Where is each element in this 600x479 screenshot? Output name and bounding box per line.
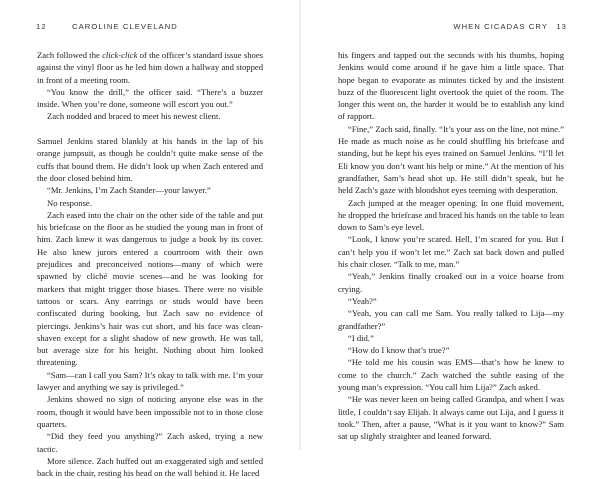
paragraph: “He told me his cousin was EMS—that’s how he knew to come to the church.” Zach watched the subtle easing of the young man’s expression. “You call him Lija?” Zach asked. — [338, 357, 564, 393]
paragraph: Zach jumped at the meager opening. In one fluid movement, he dropped the briefcase and braced his hands on the table to lean down to Sam’s eye level. — [338, 197, 564, 233]
page-number-right: 13 — [556, 22, 567, 31]
paragraph-text: of the officer’s standard issue shoes against the vinyl floor as he led him down a hallway and stopped in front of a meeting room. — [37, 50, 263, 85]
paragraph: “Yeah?” — [348, 295, 377, 306]
paragraph-text: Zach followed the — [37, 50, 103, 60]
paragraph: “Fine,” Zach said, finally. “It’s your ass on the line, not mine.” He made as much noise as he could shuffling his briefcase and standing, but he kept his eyes trained on Samuel Jenkins. “I’ll let Eli know you don’t want his help or mine.” At the mention of his grandfather, Sam’s head shot up. He still didn’t speak, but he held Zach’s gaze with bloodshot eyes teeming with desperation. — [338, 123, 564, 196]
paragraph: “He was never keen on being called Grandpa, and when I was little, I couldn’t say Elijah. It always came out Lija, and I guess it took.” Then, after a pause, “What is it you want to know?” Sam sat up slightly straighter and leaned forward. — [338, 394, 564, 442]
running-head-author: CAROLINE CLEVELAND — [72, 22, 178, 31]
paragraph: More silence. Zach huffed out an exaggerated sigh and settled back in the chair, resting his head on the wall behind it. He laced — [37, 455, 263, 479]
right-page-text — [338, 49, 564, 443]
paragraph: “I did.” — [348, 332, 374, 343]
paragraph: Zach nodded and braced to meet his newest client. — [47, 111, 221, 122]
emphasis-text: click-click — [102, 50, 138, 60]
paragraph: Samuel Jenkins stared blankly at his hands in the lap of his orange jumpsuit, as though he couldn’t quite make sense of the cuffs that bound them. He didn’t look up when Zach entered and the door closed behind him. — [37, 136, 263, 183]
right-page — [300, 0, 600, 450]
paragraph: “Look, I know you’re scared. Hell, I’m scared for you. But I can’t help you if won’t let me.” Zach sat back down and pulled his chair closer. “Talk to me, man.” — [338, 234, 564, 270]
paragraph: “Did they feed you anything?” Zach asked, trying a new tactic. — [37, 431, 263, 454]
running-head-title: WHEN CICADAS CRY — [453, 22, 548, 31]
left-page-text — [37, 49, 263, 479]
paragraph: No response. — [47, 197, 92, 208]
paragraph: “Yeah,” Jenkins finally croaked out in a voice hoarse from crying. — [338, 271, 564, 294]
paragraph — [37, 49, 263, 86]
paragraph: Zach eased into the chair on the other side of the table and put his briefcase on the floor as he studied the young man in front of him. Zach knew it was dangerous to judge a book by its cover. He also knew jurors entered a courtroom with their own prejudices and preconceived notions—many of which were spawned by cliché movie scenes—and he was looking for markers that might trigger those biases. There were no visible tattoos or scars. Any earrings or studs would have been confiscated during booking, but Zach saw no evidence of piercings. Jenkins’s hair was cut short, and his face was clean-shaven except for a slight shadow of new growth. He was tall, but average size for his height. Nothing about him looked threatening. — [37, 209, 263, 368]
paragraph: “Sam—can I call you Sam? It’s okay to talk with me. I’m your lawyer and anything we say is privileged.” — [37, 369, 263, 393]
paragraph: Jenkins showed no sign of noticing anyone else was in the room, though it would have been impossible not to in those close quarters. — [37, 394, 263, 429]
page-number-left: 12 — [36, 22, 47, 31]
paragraph: his fingers and tapped out the seconds with his thumbs, hoping Jenkins would come around if he gave him a little space. That hope began to evaporate as minutes ticked by and the insistent buzz of the fluorescent light overtook the quiet of the room. The longer this went on, the harder it would be to establish any kind of rapport. — [338, 50, 564, 122]
paragraph: “Mr. Jenkins, I’m Zach Stander—your lawyer.” — [47, 185, 211, 196]
paragraph: “Yeah, you can call me Sam. You really talked to Lija—my grandfather?” — [338, 308, 564, 331]
paragraph: “How do I know that’s true?” — [348, 345, 450, 356]
paragraph: “You know the drill,” the officer said. “There’s a buzzer inside. When you’re done, someone will escort you out.” — [37, 86, 263, 110]
